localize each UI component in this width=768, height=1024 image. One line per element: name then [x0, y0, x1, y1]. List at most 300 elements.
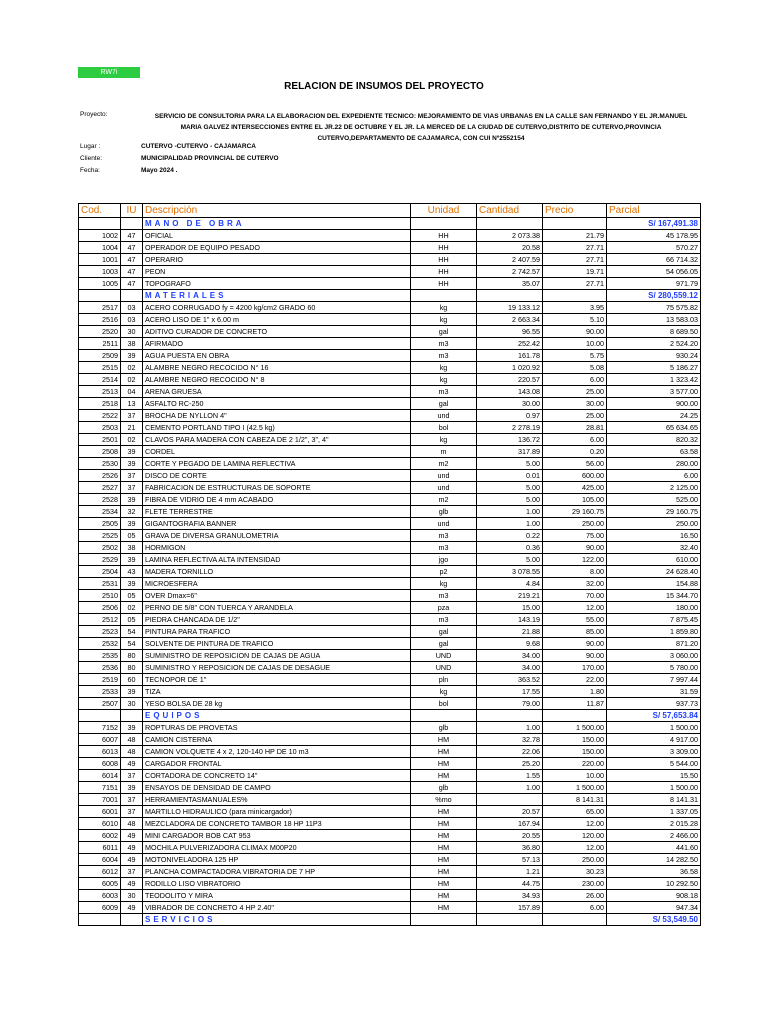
- cell-unit: m3: [411, 530, 477, 542]
- section-blank: [543, 914, 607, 926]
- cell-partial: 908.18: [607, 890, 701, 902]
- cell-quantity: 25.20: [477, 758, 543, 770]
- cell-unit: HH: [411, 278, 477, 290]
- cell-iu: 37: [121, 806, 143, 818]
- cell-code: 2510: [79, 590, 121, 602]
- cell-price: 5.08: [543, 362, 607, 374]
- cell-iu: 39: [121, 578, 143, 590]
- cell-code: 2503: [79, 422, 121, 434]
- cell-partial: 15 344.70: [607, 590, 701, 602]
- cell-code: 2516: [79, 314, 121, 326]
- table-row: [79, 470, 701, 482]
- table-row: [79, 614, 701, 626]
- cell-description: SUMINISTRO Y REPOSICION DE CAJAS DE DESAGUE: [143, 662, 411, 674]
- cell-unit: m: [411, 446, 477, 458]
- header-partial: Parcial: [607, 204, 701, 218]
- table-row: [79, 518, 701, 530]
- cell-partial: 66 714.32: [607, 254, 701, 266]
- section-blank: [79, 290, 121, 302]
- cell-price: 170.00: [543, 662, 607, 674]
- cell-price: 25.00: [543, 386, 607, 398]
- project-description: [141, 111, 701, 144]
- cell-price: 0.20: [543, 446, 607, 458]
- cell-quantity: 0.22: [477, 530, 543, 542]
- cell-iu: 38: [121, 542, 143, 554]
- cell-unit: gal: [411, 626, 477, 638]
- cell-description: DISCO DE CORTE: [143, 470, 411, 482]
- cell-code: 1004: [79, 242, 121, 254]
- cell-quantity: 34.00: [477, 662, 543, 674]
- section-blank: [121, 710, 143, 722]
- cell-quantity: 2 073.38: [477, 230, 543, 242]
- cell-quantity: 9.68: [477, 638, 543, 650]
- cell-unit: HM: [411, 902, 477, 914]
- cell-price: 11.87: [543, 698, 607, 710]
- cell-partial: 24 628.40: [607, 566, 701, 578]
- section-blank: [79, 914, 121, 926]
- table-row: [79, 374, 701, 386]
- cell-partial: 3 309.00: [607, 746, 701, 758]
- cell-price: 12.00: [543, 842, 607, 854]
- cell-description: OFICIAL: [143, 230, 411, 242]
- cell-iu: 49: [121, 842, 143, 854]
- cell-description: CORTADORA DE CONCRETO 14": [143, 770, 411, 782]
- cell-iu: 30: [121, 890, 143, 902]
- cell-code: 2536: [79, 662, 121, 674]
- table-row: [79, 482, 701, 494]
- cell-unit: HH: [411, 266, 477, 278]
- cell-unit: HM: [411, 806, 477, 818]
- cell-description: ACERO LISO DE 1" x 6.00 m: [143, 314, 411, 326]
- cell-price: 425.00: [543, 482, 607, 494]
- table-row: [79, 494, 701, 506]
- cell-code: 2502: [79, 542, 121, 554]
- cell-price: 27.71: [543, 242, 607, 254]
- cell-partial: 180.00: [607, 602, 701, 614]
- cell-code: 1003: [79, 266, 121, 278]
- table-row: [79, 554, 701, 566]
- cell-partial: 930.24: [607, 350, 701, 362]
- cell-iu: 39: [121, 686, 143, 698]
- cell-iu: 48: [121, 818, 143, 830]
- cell-iu: 49: [121, 830, 143, 842]
- cell-unit: kg: [411, 362, 477, 374]
- cell-description: FLETE TERRESTRE: [143, 506, 411, 518]
- table-row: [79, 638, 701, 650]
- cell-partial: 441.60: [607, 842, 701, 854]
- cell-price: 65.00: [543, 806, 607, 818]
- table-row: [79, 566, 701, 578]
- table-row: [79, 542, 701, 554]
- cell-description: PLANCHA COMPACTADORA VIBRATORIA DE 7 HP: [143, 866, 411, 878]
- table-row: [79, 806, 701, 818]
- cell-unit: HH: [411, 242, 477, 254]
- cell-partial: 1 337.05: [607, 806, 701, 818]
- cell-partial: 6.00: [607, 470, 701, 482]
- cell-description: ADITIVO CURADOR DE CONCRETO: [143, 326, 411, 338]
- table-row: [79, 302, 701, 314]
- cell-price: 220.00: [543, 758, 607, 770]
- cell-code: 6012: [79, 866, 121, 878]
- cell-unit: gal: [411, 398, 477, 410]
- cell-unit: UND: [411, 662, 477, 674]
- cell-iu: 13: [121, 398, 143, 410]
- cell-description: ROPTURAS DE PROVETAS: [143, 722, 411, 734]
- header-description: Descripción: [143, 204, 411, 218]
- cell-price: 70.00: [543, 590, 607, 602]
- cell-description: LAMINA REFLECTIVA ALTA INTENSIDAD: [143, 554, 411, 566]
- table-row: [79, 278, 701, 290]
- cell-quantity: 22.06: [477, 746, 543, 758]
- table-row: [79, 242, 701, 254]
- cell-unit: HM: [411, 746, 477, 758]
- cell-partial: 16.50: [607, 530, 701, 542]
- cell-iu: 02: [121, 602, 143, 614]
- cell-unit: glb: [411, 506, 477, 518]
- cell-unit: %mo: [411, 794, 477, 806]
- cell-partial: 8 689.50: [607, 326, 701, 338]
- cell-description: TIZA: [143, 686, 411, 698]
- cell-partial: 65 634.65: [607, 422, 701, 434]
- header-unit: Unidad: [411, 204, 477, 218]
- cell-quantity: 2 278.19: [477, 422, 543, 434]
- cell-description: GIGANTOGRAFIA BANNER: [143, 518, 411, 530]
- cell-quantity: 1 020.92: [477, 362, 543, 374]
- cell-unit: glb: [411, 722, 477, 734]
- cell-description: SUMINISTRO DE REPOSICION DE CAJAS DE AGUA: [143, 650, 411, 662]
- cell-iu: 47: [121, 242, 143, 254]
- section-blank: [411, 218, 477, 230]
- cell-price: 10.00: [543, 770, 607, 782]
- cell-iu: 38: [121, 338, 143, 350]
- cell-price: 29 160.75: [543, 506, 607, 518]
- cell-unit: und: [411, 470, 477, 482]
- cell-code: 2512: [79, 614, 121, 626]
- cell-price: 1 500.00: [543, 722, 607, 734]
- cell-price: 90.00: [543, 638, 607, 650]
- cell-partial: 820.32: [607, 434, 701, 446]
- cell-price: 600.00: [543, 470, 607, 482]
- cell-quantity: 34.93: [477, 890, 543, 902]
- header-code: Cod.: [79, 204, 121, 218]
- cell-code: 7152: [79, 722, 121, 734]
- cell-unit: kg: [411, 434, 477, 446]
- table-row: [79, 254, 701, 266]
- cell-price: 122.00: [543, 554, 607, 566]
- section-total: S/ 57,653.84: [607, 710, 701, 722]
- cell-partial: 5 544.00: [607, 758, 701, 770]
- table-row: [79, 902, 701, 914]
- cell-iu: 54: [121, 626, 143, 638]
- cell-quantity: 35.07: [477, 278, 543, 290]
- cell-quantity: 20.57: [477, 806, 543, 818]
- cell-code: 2528: [79, 494, 121, 506]
- cell-quantity: 0.36: [477, 542, 543, 554]
- cell-price: 30.23: [543, 866, 607, 878]
- cell-price: 90.00: [543, 650, 607, 662]
- cell-code: 6001: [79, 806, 121, 818]
- cell-partial: 1 859.80: [607, 626, 701, 638]
- cell-iu: 39: [121, 782, 143, 794]
- cell-partial: 5 186.27: [607, 362, 701, 374]
- cell-code: 2532: [79, 638, 121, 650]
- cell-unit: HM: [411, 890, 477, 902]
- cell-unit: gal: [411, 326, 477, 338]
- cell-description: MEZCLADORA DE CONCRETO TAMBOR 18 HP 11P3: [143, 818, 411, 830]
- supplies-table: [78, 203, 701, 926]
- cell-description: AFIRMADO: [143, 338, 411, 350]
- cell-unit: m2: [411, 458, 477, 470]
- cell-unit: m3: [411, 614, 477, 626]
- table-row: [79, 734, 701, 746]
- cell-code: 2514: [79, 374, 121, 386]
- cell-iu: 05: [121, 590, 143, 602]
- table-row: [79, 590, 701, 602]
- cell-unit: UND: [411, 650, 477, 662]
- cell-iu: 37: [121, 866, 143, 878]
- cell-unit: m3: [411, 350, 477, 362]
- cell-description: OPERADOR DE EQUIPO PESADO: [143, 242, 411, 254]
- cell-iu: 49: [121, 854, 143, 866]
- cell-iu: 47: [121, 230, 143, 242]
- cell-code: 6004: [79, 854, 121, 866]
- cell-quantity: 167.94: [477, 818, 543, 830]
- cell-description: CORDEL: [143, 446, 411, 458]
- cell-partial: 1 500.00: [607, 722, 701, 734]
- cell-partial: 154.88: [607, 578, 701, 590]
- cell-quantity: 1.00: [477, 782, 543, 794]
- cell-iu: 47: [121, 266, 143, 278]
- cell-price: 8 141.31: [543, 794, 607, 806]
- cell-code: 2519: [79, 674, 121, 686]
- cell-price: 150.00: [543, 746, 607, 758]
- cell-partial: 54 056.05: [607, 266, 701, 278]
- cell-quantity: 157.89: [477, 902, 543, 914]
- cell-unit: und: [411, 410, 477, 422]
- cell-iu: 47: [121, 254, 143, 266]
- cell-partial: 24.25: [607, 410, 701, 422]
- supplies-table-body: [79, 204, 701, 926]
- cell-code: 6011: [79, 842, 121, 854]
- cell-quantity: 79.00: [477, 698, 543, 710]
- cell-price: 12.00: [543, 818, 607, 830]
- cell-iu: 05: [121, 614, 143, 626]
- cell-iu: 32: [121, 506, 143, 518]
- cell-code: 6010: [79, 818, 121, 830]
- cell-partial: 2 524.20: [607, 338, 701, 350]
- cell-price: 75.00: [543, 530, 607, 542]
- cell-description: CLAVOS PARA MADERA CON CABEZA DE 2 1/2", 3", 4": [143, 434, 411, 446]
- section-name: EQUIPOS: [143, 710, 411, 722]
- cell-iu: 47: [121, 278, 143, 290]
- cell-partial: 10 292.50: [607, 878, 701, 890]
- cell-unit: m2: [411, 494, 477, 506]
- section-total: S/ 53,549.50: [607, 914, 701, 926]
- cell-quantity: 1.55: [477, 770, 543, 782]
- section-name: MATERIALES: [143, 290, 411, 302]
- cell-iu: 03: [121, 314, 143, 326]
- cell-price: 26.00: [543, 890, 607, 902]
- table-row: [79, 758, 701, 770]
- cell-quantity: 20.58: [477, 242, 543, 254]
- cell-description: VIBRADOR DE CONCRETO 4 HP 2.40": [143, 902, 411, 914]
- cell-unit: HM: [411, 854, 477, 866]
- project-label: Proyecto:: [80, 111, 108, 118]
- table-row: [79, 362, 701, 374]
- cell-description: MADERA TORNILLO: [143, 566, 411, 578]
- cell-quantity: 2 742.57: [477, 266, 543, 278]
- cell-partial: 871.20: [607, 638, 701, 650]
- cell-iu: 04: [121, 386, 143, 398]
- cell-quantity: 1.00: [477, 518, 543, 530]
- cell-unit: m3: [411, 386, 477, 398]
- cell-partial: 5 780.00: [607, 662, 701, 674]
- cell-unit: HM: [411, 818, 477, 830]
- cell-price: 27.71: [543, 278, 607, 290]
- date-label: Fecha:: [80, 167, 100, 174]
- cell-code: 2515: [79, 362, 121, 374]
- cell-description: FABRICACION DE ESTRUCTURAS DE SOPORTE: [143, 482, 411, 494]
- cell-iu: 39: [121, 350, 143, 362]
- cell-price: 25.00: [543, 410, 607, 422]
- client-label: Cliente:: [80, 155, 103, 162]
- table-row: [79, 878, 701, 890]
- cell-partial: 15.50: [607, 770, 701, 782]
- cell-iu: 02: [121, 374, 143, 386]
- cell-iu: 43: [121, 566, 143, 578]
- cell-price: 6.00: [543, 374, 607, 386]
- cell-unit: m3: [411, 590, 477, 602]
- project-line: MARIA GALVEZ INTERSECCIONES ENTRE EL JR.22 DE OCTUBRE Y EL JR. LA MERCED DE LA CIUDAD DE CUTERVO,DISTRITO DE CUTERVO,PROVINCIA: [180, 124, 662, 131]
- cell-description: MOCHILA PULVERIZADORA CLIMAX M00P20: [143, 842, 411, 854]
- cell-partial: 250.00: [607, 518, 701, 530]
- cell-quantity: 44.75: [477, 878, 543, 890]
- cell-quantity: 4.84: [477, 578, 543, 590]
- cell-quantity: 15.00: [477, 602, 543, 614]
- section-blank: [411, 290, 477, 302]
- cell-price: 90.00: [543, 326, 607, 338]
- table-row: [79, 770, 701, 782]
- cell-unit: m3: [411, 542, 477, 554]
- table-row: [79, 698, 701, 710]
- cell-unit: HM: [411, 842, 477, 854]
- cell-unit: gal: [411, 638, 477, 650]
- cell-partial: 525.00: [607, 494, 701, 506]
- cell-quantity: 20.55: [477, 830, 543, 842]
- cell-partial: 3 060.00: [607, 650, 701, 662]
- cell-description: MARTILLO HIDRAULICO (para minicargador): [143, 806, 411, 818]
- cell-description: CEMENTO PORTLAND TIPO I (42.5 kg): [143, 422, 411, 434]
- cell-quantity: 5.00: [477, 554, 543, 566]
- cell-quantity: 136.72: [477, 434, 543, 446]
- cell-code: 2527: [79, 482, 121, 494]
- cell-quantity: 0.97: [477, 410, 543, 422]
- cell-iu: 39: [121, 554, 143, 566]
- cell-partial: 63.58: [607, 446, 701, 458]
- table-row: [79, 830, 701, 842]
- section-blank: [477, 218, 543, 230]
- cell-quantity: 1.00: [477, 506, 543, 518]
- cell-price: 250.00: [543, 518, 607, 530]
- cell-code: 7001: [79, 794, 121, 806]
- table-row: [79, 506, 701, 518]
- cell-iu: 80: [121, 662, 143, 674]
- cell-description: HERRAMIENTASMANUALES%: [143, 794, 411, 806]
- cell-description: PINTURA PARA TRAFICO: [143, 626, 411, 638]
- cell-unit: pza: [411, 602, 477, 614]
- cell-partial: 3 577.00: [607, 386, 701, 398]
- cell-quantity: 36.80: [477, 842, 543, 854]
- cell-price: 1 500.00: [543, 782, 607, 794]
- cell-iu: 54: [121, 638, 143, 650]
- cell-code: 2525: [79, 530, 121, 542]
- cell-unit: und: [411, 482, 477, 494]
- cell-code: 2518: [79, 398, 121, 410]
- cell-code: 2509: [79, 350, 121, 362]
- section-blank: [411, 710, 477, 722]
- cell-code: 2533: [79, 686, 121, 698]
- cell-price: 27.71: [543, 254, 607, 266]
- cell-iu: 37: [121, 482, 143, 494]
- cell-price: 28.81: [543, 422, 607, 434]
- cell-unit: jgo: [411, 554, 477, 566]
- table-row: [79, 338, 701, 350]
- cell-description: FIBRA DE VIDRIO DE 4 mm ACABADO: [143, 494, 411, 506]
- cell-unit: pln: [411, 674, 477, 686]
- cell-partial: 1 323.42: [607, 374, 701, 386]
- cell-code: 2501: [79, 434, 121, 446]
- cell-price: 5.10: [543, 314, 607, 326]
- table-row: [79, 602, 701, 614]
- cell-unit: und: [411, 518, 477, 530]
- client-value: MUNICIPALIDAD PROVINCIAL DE CUTERVO: [141, 155, 279, 162]
- cell-partial: 75 575.82: [607, 302, 701, 314]
- cell-code: 2513: [79, 386, 121, 398]
- cell-description: OVER Dmax=6": [143, 590, 411, 602]
- cell-quantity: 32.78: [477, 734, 543, 746]
- document-code-badge: RW7i: [78, 67, 140, 78]
- table-row: [79, 230, 701, 242]
- cell-price: 3.95: [543, 302, 607, 314]
- cell-partial: 4 917.00: [607, 734, 701, 746]
- cell-price: 21.79: [543, 230, 607, 242]
- table-row: [79, 458, 701, 470]
- cell-quantity: 143.19: [477, 614, 543, 626]
- cell-iu: 39: [121, 494, 143, 506]
- table-row: [79, 446, 701, 458]
- cell-iu: 48: [121, 746, 143, 758]
- cell-code: 2530: [79, 458, 121, 470]
- section-row: [79, 290, 701, 302]
- cell-iu: 21: [121, 422, 143, 434]
- cell-code: 2523: [79, 626, 121, 638]
- cell-description: ACERO CORRUGADO fy = 4200 kg/cm2 GRADO 60: [143, 302, 411, 314]
- cell-iu: 39: [121, 722, 143, 734]
- table-row: [79, 794, 701, 806]
- cell-code: 6014: [79, 770, 121, 782]
- cell-iu: 80: [121, 650, 143, 662]
- cell-code: 2522: [79, 410, 121, 422]
- table-row: [79, 854, 701, 866]
- location-value: CUTERVO -CUTERVO - CAJAMARCA: [141, 143, 256, 150]
- cell-iu: 02: [121, 434, 143, 446]
- cell-partial: 937.73: [607, 698, 701, 710]
- cell-unit: glb: [411, 782, 477, 794]
- cell-description: MICROESFERA: [143, 578, 411, 590]
- section-total: S/ 280,559.12: [607, 290, 701, 302]
- cell-code: 2529: [79, 554, 121, 566]
- section-blank: [411, 914, 477, 926]
